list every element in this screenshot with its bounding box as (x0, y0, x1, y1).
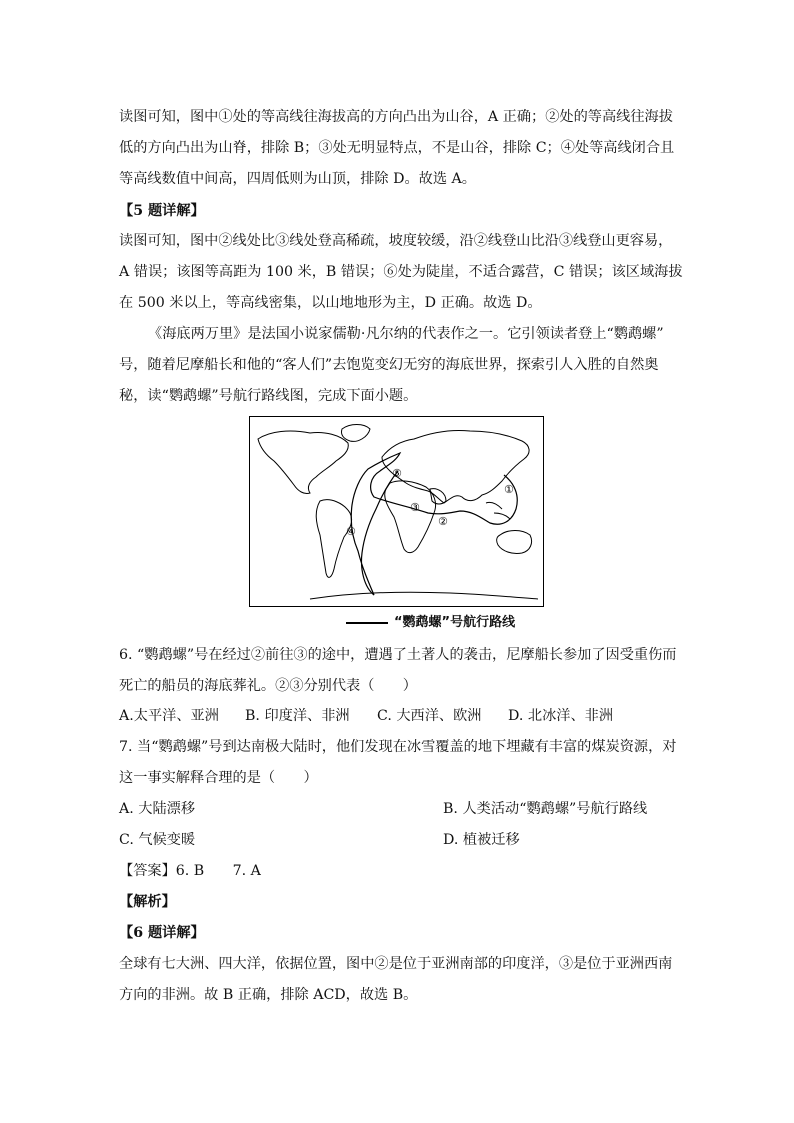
question-stem-line: 7. 当“鹦鹉螺”号到达南极大陆时，他们发现在冰雪覆盖的地下埋藏有丰富的煤炭资源，对 (119, 739, 677, 755)
voyage-route-map (249, 416, 544, 607)
arabia-outline (430, 489, 446, 504)
option-b[interactable]: B. 印度洋、非洲 (245, 708, 350, 724)
marker-3: ③ (410, 501, 420, 514)
option-d[interactable]: D. 植被迁移 (443, 832, 520, 848)
question-stem-line: 6. “鹦鹉螺”号在经过②前往③的途中，遭遇了土著人的袭击，尼摩船长参加了因受重伤而 (119, 647, 677, 663)
text-line: 全球有七大洲、四大洋，依据位置，图中②是位于亚洲南部的印度洋，③是位于亚洲西南 (119, 956, 673, 972)
option-c[interactable]: C. 气候变暖 (119, 832, 196, 848)
south-america-outline (316, 500, 351, 578)
question-stem-line: 死亡的船员的海底葬礼。②③分别代表（ ） (119, 678, 417, 694)
q6-heading: 【6 题详解】 (119, 925, 205, 941)
text-line: 在 500 米以上，等高线密集，以山地地形为主，D 正确。故选 D。 (119, 295, 542, 311)
question-stem-line: 这一事实解释合理的是（ ） (119, 770, 318, 786)
se-asia-islands-outline (486, 502, 510, 519)
marker-4: ④ (346, 525, 356, 538)
marker-1: ① (504, 483, 514, 496)
north-america-outline (258, 431, 348, 494)
legend-label: “鹦鹉螺”号航行路线 (394, 615, 516, 630)
text-line: 读图可知，图中①处的等高线往海拔高的方向凸出为山谷，A 正确；②处的等高线往海拔 (119, 109, 673, 125)
antarctica-outline (310, 592, 538, 599)
world-map-svg (250, 417, 542, 605)
text-line: 等高线数值中间高，四周低则为山顶，排除 D。故选 A。 (119, 171, 476, 187)
text-line: 号，随着尼摩船长和他的“客人们”去饱览变幻无穷的海底世界，探索引人入胜的自然奥 (119, 357, 659, 373)
text-line: 读图可知，图中②线处比③线处登高稀疏，坡度较缓，沿②线登山比沿③线登山更容易， (119, 233, 673, 249)
option-a[interactable]: A. 大陆漂移 (119, 801, 196, 817)
option-a[interactable]: A.太平洋、亚洲 (119, 708, 219, 724)
q5-heading: 【5 题详解】 (119, 203, 205, 219)
greenland-outline (341, 425, 370, 442)
africa-outline (385, 481, 436, 553)
text-line: 低的方向凸出为山脊，排除 B；③处无明显特点，不是山谷，排除 C；④处等高线闭合且 (119, 140, 675, 156)
analysis-heading: 【解析】 (119, 894, 176, 910)
marker-5: ⑤ (392, 467, 402, 480)
map-legend (346, 611, 515, 630)
australia-outline (497, 531, 532, 554)
option-c[interactable]: C. 大西洋、欧洲 (377, 708, 482, 724)
text-line: 《海底两万里》是法国小说家儒勒·凡尔纳的代表作之一。它引领读者登上“鹦鹉螺” (148, 326, 664, 342)
text-line: 秘，读“鹦鹉螺”号航行路线图，完成下面小题。 (119, 388, 418, 404)
marker-2: ② (438, 515, 448, 528)
answer-line: 【答案】6. B 7. A (119, 863, 261, 879)
text-line: 方向的非洲。故 B 正确，排除 ACD，故选 B。 (119, 987, 418, 1003)
option-d[interactable]: D. 北冰洋、非洲 (508, 708, 614, 724)
legend-line-swatch (346, 622, 388, 624)
voyage-route-line (351, 453, 517, 595)
option-b[interactable]: B. 人类活动“鹦鹉螺”号航行路线 (443, 801, 648, 817)
text-line: A 错误；该图等高距为 100 米，B 错误；⑥处为陡崖，不适合露营，C 错误；该区域海拔 (119, 264, 683, 280)
